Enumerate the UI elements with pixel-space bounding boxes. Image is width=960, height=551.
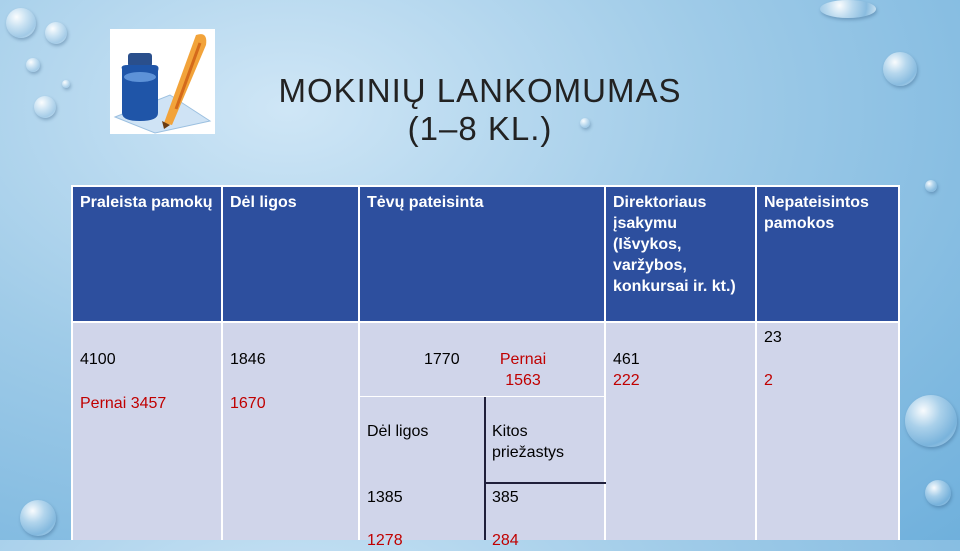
subtable-r2c2: 284 xyxy=(492,532,519,549)
parents-previous-label: Pernai 1563 xyxy=(499,351,547,389)
subtable-header-illness: Dėl ligos xyxy=(367,423,429,440)
water-drop xyxy=(45,22,67,44)
page-title xyxy=(200,72,760,148)
unjustified-previous: 2 xyxy=(764,372,773,389)
illness-current: 1846 xyxy=(230,351,266,368)
grid-line xyxy=(221,185,223,540)
subtable-header-other xyxy=(492,421,592,463)
water-drop xyxy=(905,395,957,447)
director-previous: 222 xyxy=(613,372,640,389)
header-label: Nepateisintos pamokos xyxy=(764,194,869,232)
water-drop xyxy=(883,52,917,86)
director-current: 461 xyxy=(613,351,640,368)
subtable-r1c1: 1385 xyxy=(367,489,403,506)
water-drop xyxy=(26,58,40,72)
water-drop xyxy=(925,480,951,506)
unjustified-current: 23 xyxy=(764,329,782,346)
header-unjustified xyxy=(756,186,899,322)
parents-current: 1770 xyxy=(424,351,460,368)
header-label: Praleista pamokų xyxy=(80,194,213,211)
subtable-divider xyxy=(484,396,486,540)
title-line-1: MOKINIŲ LANKOMUMAS xyxy=(278,72,682,109)
water-drop xyxy=(34,96,56,118)
grid-line xyxy=(755,185,757,540)
missed-current: 4100 xyxy=(80,351,116,368)
water-drop xyxy=(925,180,937,192)
header-label: Dėl ligos xyxy=(230,194,297,211)
missed-previous: Pernai 3457 xyxy=(80,395,167,412)
title-line-2: (1–8 KL.) xyxy=(407,110,553,147)
header-label: Tėvų pateisinta xyxy=(367,194,484,211)
parents-previous xyxy=(488,349,558,391)
header-parents-justified xyxy=(359,186,605,322)
body-col-unjustified xyxy=(756,322,899,540)
subtable-r2c1: 1278 xyxy=(367,532,403,549)
header-directors-order xyxy=(605,186,756,322)
grid-line xyxy=(71,185,73,540)
grid-line xyxy=(71,321,900,323)
grid-line xyxy=(71,185,900,187)
grid-line xyxy=(898,185,900,540)
subtable-divider xyxy=(486,482,606,484)
subtable-header-other-label: Kitos priežastys xyxy=(492,423,565,461)
header-illness xyxy=(222,186,359,322)
header-missed-lessons xyxy=(72,186,222,322)
header-label: Direktoriaus įsakymu (Išvykos, varžybos, konkursai ir. kt.) xyxy=(613,194,736,295)
water-drop xyxy=(6,8,36,38)
grid-line xyxy=(358,185,360,540)
water-drop xyxy=(20,500,56,536)
water-drop xyxy=(62,80,70,88)
subtable-r1c2: 385 xyxy=(492,489,519,506)
illness-previous: 1670 xyxy=(230,395,266,412)
grid-line xyxy=(604,185,606,540)
water-drop xyxy=(820,0,876,18)
subtable-divider xyxy=(360,396,605,397)
